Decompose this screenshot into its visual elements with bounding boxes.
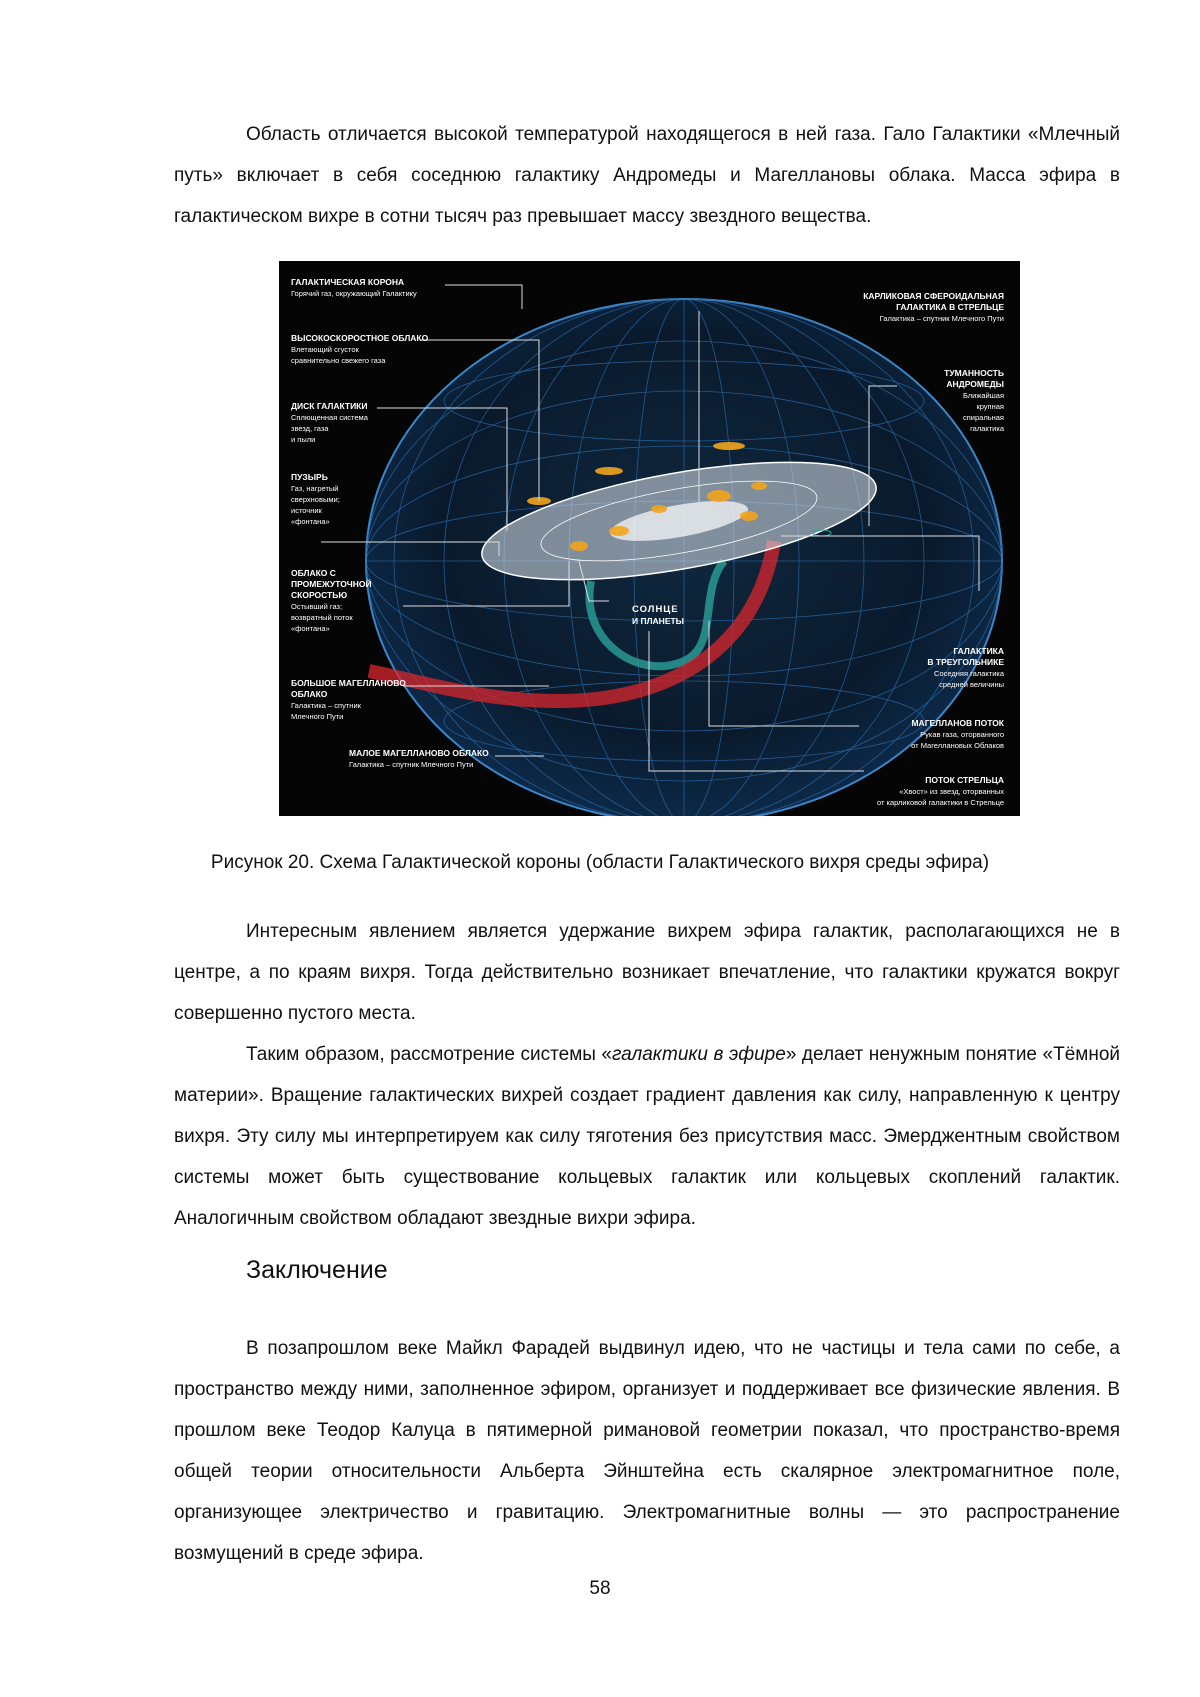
label-corona-title: ГАЛАКТИЧЕСКАЯ КОРОНА	[291, 277, 405, 287]
label-ms-desc2: от Магеллановых Облаков	[911, 741, 1004, 750]
paragraph-1: Область отличается высокой температурой находящегося в ней газа. Гало Галактики «Млечный путь» включает в себя соседнюю галактику Андромеды и Магеллановы облака. Масса эфира в галактическом вихре в сотни тысяч раз превышает массу звездного вещества.	[174, 124, 1120, 227]
label-and-desc4: галактика	[970, 424, 1004, 433]
paragraph-4: В позапрошлом веке Майкл Фарадей выдвинул идею, что не частицы и тела сами по себе, а пространство между ними, заполненное эфиром, организует и поддерживает все физические явления. В прошлом веке Теодор Калуца в пятимерной римановой геометрии показал, что пространство-время общей теории относительности Альберта Эйнштейна есть скалярное электромагнитное поле, организующее электричество и гравитацию. Электромагнитные волны — это распространение возмущений в среде эфира.	[174, 1338, 1120, 1564]
label-sun-title2: И ПЛАНЕТЫ	[632, 616, 685, 626]
label-lmc-title2: ОБЛАКО	[291, 689, 328, 699]
label-ss-desc1: «Хвост» из звезд, оторванных	[899, 787, 1004, 796]
label-ss-desc2: от карликовой галактики в Стрельце	[876, 798, 1004, 807]
label-disk-desc2: звезд, газа	[291, 424, 329, 433]
paragraph-2: Интересным явлением является удержание вихрем эфира галактик, располагающихся не в центре, а по краям вихря. Тогда действительно возникает впечатление, что галактики кружатся вокруг совершенно пустого места.	[174, 921, 1120, 1024]
label-lmc-desc1: Галактика – спутник	[291, 701, 361, 710]
label-and-title2: АНДРОМЕДЫ	[946, 379, 1004, 389]
label-ivc-desc1: Остывший газ;	[291, 602, 343, 611]
label-tri-desc2: средней величины	[939, 680, 1004, 689]
label-ivc-desc3: «фонтана»	[291, 624, 330, 633]
label-and-title1: ТУМАННОСТЬ	[944, 368, 1004, 378]
label-sgr-desc: Галактика – спутник Млечного Пути	[879, 314, 1004, 323]
label-ivc-title1: ОБЛАКО С	[291, 568, 336, 578]
label-smc-desc: Галактика – спутник Млечного Пути	[349, 760, 474, 769]
label-sgr-title2: ГАЛАКТИКА В СТРЕЛЬЦЕ	[896, 302, 1004, 312]
label-ivc-desc2: возвратный поток	[291, 613, 353, 622]
page-number: 58	[589, 1578, 611, 1599]
label-bubble-desc4: «фонтана»	[291, 517, 330, 526]
label-ss-title: ПОТОК СТРЕЛЬЦА	[925, 775, 1004, 785]
label-corona-desc: Горячий газ, окружающий Галактику	[291, 289, 417, 298]
label-tri-desc1: Соседняя галактика	[934, 669, 1004, 678]
label-disk-title: ДИСК ГАЛАКТИКИ	[291, 401, 368, 411]
label-bubble-desc3: источник	[291, 506, 322, 515]
label-hv-title: ВЫСОКОСКОРОСТНОЕ ОБЛАКО	[291, 333, 429, 343]
label-and-desc1: Ближайшая	[962, 391, 1004, 400]
label-hv-desc2: сравнительно свежего газа	[291, 356, 386, 365]
label-ivc-title2: ПРОМЕЖУТОЧНОЙ	[291, 579, 372, 589]
galactic-corona-diagram	[279, 261, 1020, 816]
label-ivc-title3: СКОРОСТЬЮ	[291, 590, 348, 600]
paragraph-3: Таким образом, рассмотрение системы «галактики в эфире» делает ненужным понятие «Тёмной материи». Вращение галактических вихрей создает градиент давления как силу, направленную к центру вихря. Эту силу мы интерпретируем как силу тяготения без присутствия масс. Эмерджентным свойством системы может быть существование кольцевых галактик или кольцевых скоплений галактик. Аналогичным свойством обладают звездные вихри эфира.	[174, 1044, 1120, 1229]
section-heading: Заключение	[246, 1256, 388, 1284]
label-sgr-title1: КАРЛИКОВАЯ СФЕРОИДАЛЬНАЯ	[863, 291, 1004, 301]
italic-term: галактики в эфире	[612, 1044, 786, 1065]
label-lmc-desc2: Млечного Пути	[291, 712, 344, 721]
label-and-desc2: крупная	[976, 402, 1004, 411]
label-smc-title: МАЛОЕ МАГЕЛЛАНОВО ОБЛАКО	[349, 748, 489, 758]
label-tri-title1: ГАЛАКТИКА	[953, 646, 1004, 656]
label-disk-desc3: и пыли	[291, 435, 316, 444]
label-and-desc3: спиральная	[962, 413, 1004, 422]
label-ms-title: МАГЕЛЛАНОВ ПОТОК	[911, 718, 1004, 728]
label-lmc-title1: БОЛЬШОЕ МАГЕЛЛАНОВО	[291, 678, 406, 688]
label-bubble-desc1: Газ, нагретый	[291, 484, 339, 493]
figure-caption: Рисунок 20. Схема Галактической короны (области Галактического вихря среды эфира)	[210, 852, 990, 873]
label-ms-desc1: Рукав газа, оторванного	[920, 730, 1004, 739]
galactic-corona-figure	[279, 261, 1020, 816]
label-bubble-title: ПУЗЫРЬ	[291, 472, 328, 482]
label-bubble-desc2: сверхновыми;	[291, 495, 340, 504]
label-hv-desc1: Влетающий сгусток	[291, 345, 359, 354]
label-disk-desc1: Сплющенная система	[291, 413, 368, 422]
label-sun-title1: СОЛНЦЕ	[632, 604, 679, 615]
label-tri-title2: В ТРЕУГОЛЬНИКЕ	[927, 657, 1004, 667]
